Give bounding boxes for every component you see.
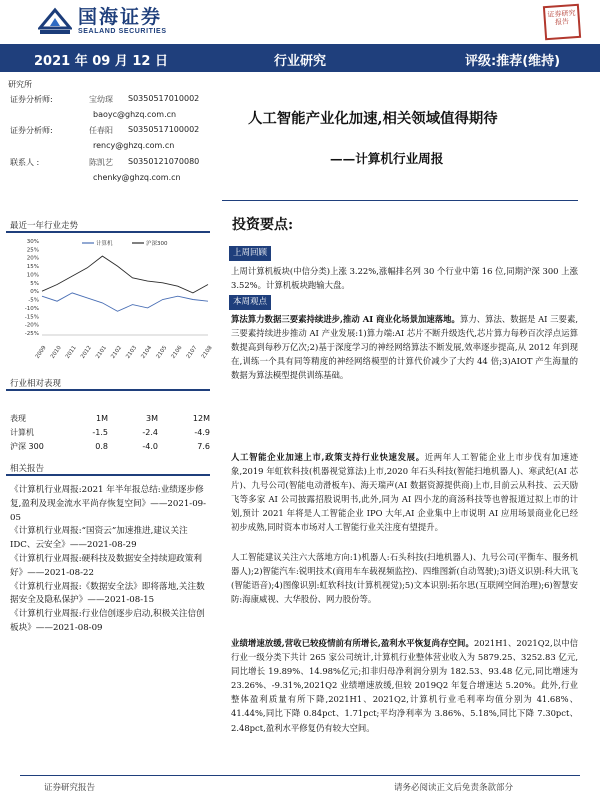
- table-cell: -1.5: [92, 427, 108, 437]
- y-tick-label: -15%: [24, 314, 39, 321]
- paragraph-2-text: 近两年人工智能企业上市步伐有加速迹象,2019 年虹软科技(机器视觉算法)上市,2020 年石头科技(智能扫地机器人)、寒武纪(AI 芯片)、九号公司(智能电动滑板车)、海天瑞声(AI 数据资源提供商)上市,目前云从科技、云天励飞等多家 AI 公司披露招股说明书,此外,同为 AI 四小龙的商汤科技等也曾报道过拟上市的计划,预计 2021 年将是人工智能企业 IPO 大年,AI 企业集中上市说明 AI 应用场景商业化已经初步成熟,同时资本市场对人工智能行业关注度有望提升。: [231, 452, 578, 533]
- table-cell: -4.0: [142, 441, 158, 451]
- analyst-cert: S0350517010002: [128, 94, 200, 103]
- x-tick-label: 2101: [95, 344, 109, 360]
- legend-label: 沪深300: [146, 241, 168, 247]
- paragraph-3: [231, 550, 578, 606]
- x-tick-label: 2009: [34, 344, 48, 360]
- performance-table: [10, 411, 210, 453]
- table-header-cell: 12M: [192, 413, 210, 423]
- table-header-row: [10, 411, 210, 425]
- label-last-week: 上周回顾: [229, 246, 271, 261]
- last-week-text: 上周计算机板块(中信分类)上涨 3.22%,涨幅排名列 30 个行业中第 16 位,同期沪深 300 上涨 3.52%。计算机板块跑输大盘。: [231, 266, 578, 291]
- analyst-cert: S0350517100002: [128, 125, 200, 134]
- series-line-hs300: [42, 256, 208, 293]
- x-tick-label: 2103: [125, 344, 139, 360]
- analyst-role: 证券分析师:: [10, 126, 53, 135]
- paragraph-4-lead: 业绩增速放缓,营收已较疫情前有所增长,盈利水平恢复尚存空间。: [231, 638, 474, 648]
- header-banner: [0, 44, 600, 72]
- table-cell: 沪深 300: [10, 441, 44, 451]
- related-report-link[interactable]: 《计算机行业周报:硬科技及数据安全持续迎政策利好》——2021-08-22: [10, 553, 202, 578]
- related-report-link[interactable]: 《计算机行业周报:行业信创逐步启动,积极关注信创板块》——2021-08-09: [10, 609, 205, 633]
- x-tick-label: 2108: [200, 344, 214, 360]
- related-report-link[interactable]: 《计算机行业周报:2021 年半年报总结:业绩逐步修复,盈利及现金流水平尚存恢复空间》——2021-09-05: [10, 485, 207, 523]
- table-cell: -2.4: [142, 427, 158, 437]
- trend-title: 最近一年行业走势: [10, 221, 79, 231]
- x-tick-label: 2011: [64, 344, 78, 360]
- y-tick-label: 0%: [30, 289, 39, 296]
- y-tick-label: 5%: [30, 280, 39, 287]
- invest-heading: 投资要点:: [232, 217, 294, 233]
- x-tick-label: 2106: [170, 344, 184, 360]
- performance-divider: [6, 389, 210, 391]
- series-line-computer: [42, 293, 208, 311]
- legend-label: 计算机: [96, 241, 113, 247]
- analyst-role: 联系人 :: [10, 158, 40, 167]
- y-tick-label: 30%: [26, 239, 39, 245]
- table-header-cell: 3M: [146, 413, 158, 423]
- paragraph-2: [231, 450, 578, 535]
- page-title: 人工智能产业化加速,相关领域值得期待: [248, 110, 498, 127]
- analyst-name: 任春阳: [89, 126, 113, 135]
- table-header-cell: 表现: [10, 413, 26, 423]
- y-tick-label: 25%: [26, 247, 39, 254]
- table-row: [10, 425, 210, 439]
- report-rating: 评级:推荐(维持): [465, 54, 561, 69]
- seal-stamp: 证券研究报告: [543, 4, 581, 40]
- y-tick-label: 15%: [26, 264, 39, 271]
- company-logo: [38, 4, 167, 38]
- table-cell: -4.9: [194, 427, 210, 437]
- y-tick-label: -20%: [24, 322, 39, 329]
- analyst-email[interactable]: rency@ghzq.com.cn: [93, 141, 175, 150]
- table-header-cell: 1M: [96, 413, 108, 423]
- trend-chart: [4, 233, 214, 363]
- paragraph-1-text: 算力、算法、数据是 AI 三要素,三要素持续进步推动 AI 产业发展:1)算力端:AI 芯片不断升级迭代,芯片算力每秒百次浮点运算数提高到每秒万亿次;2)基于深度学习的神经网络算法不断发展,效率逐步提高,从 2012 年到现在,训练一个具有同等精度的神经网络模型的计算代价减少了大约 44 倍;3)AIOT 产生海量的数据为算法模型提供训练基础。: [231, 314, 578, 381]
- related-report-link[interactable]: 《计算机行业周报:《数据安全法》即将落地,关注数据安全及隐私保护》——2021-08-15: [10, 581, 205, 606]
- x-tick-label: 2102: [110, 344, 124, 360]
- title-divider: [222, 200, 578, 201]
- institute-label: 研究所: [8, 80, 32, 89]
- logo-cn: 国海证券: [78, 5, 163, 28]
- label-this-week: 本周观点: [229, 295, 271, 310]
- table-cell: 计算机: [10, 427, 34, 437]
- y-tick-label: 20%: [26, 255, 39, 262]
- x-tick-label: 2010: [49, 344, 63, 360]
- x-tick-label: 2104: [140, 344, 154, 360]
- paragraph-2-lead: 人工智能企业加速上市,政策支持行业快速发展。: [231, 452, 425, 462]
- reports-title: 相关报告: [10, 464, 45, 474]
- y-tick-label: -5%: [28, 297, 39, 304]
- last-week-paragraph: [231, 264, 578, 292]
- related-report-link[interactable]: 《计算机行业周报:“国资云”加速推进,建议关注 IDC、云安全》——2021-08-29: [10, 526, 188, 551]
- x-tick-label: 2105: [155, 344, 169, 360]
- report-date: 2021 年 09 月 12 日: [34, 54, 168, 69]
- paragraph-4-text: 2021H1、2021Q2,以中信行业一级分类下共计 265 家公司统计,计算机行业整体营业收入为 5879.25、3252.83 亿元,同比增长 19.89%、14.98%亿元;扣非归母净利润分别为 182.53、93.48 亿元,同比增速为 23.26%、-9.31%,2021Q2 业绩增速放缓,但较 2019Q2 年复合增速达 5.20%。此外,行业整体盈利质量有所下降,2021H1、2021Q2,计算机行业毛利率均值分别为 41.68%、41.44%,同比下降 0.84pct、1.71pct;平均净利率为 3.86%、5.18%,同比下降 7.30pct、2.48pct,盈利水平修复仍有较大空间。: [231, 638, 578, 733]
- y-tick-label: -10%: [24, 305, 39, 312]
- table-cell: 0.8: [95, 441, 108, 451]
- logo-en: SEALAND SECURITIES: [78, 27, 167, 35]
- related-reports-list: [10, 484, 210, 636]
- analyst-email[interactable]: chenky@ghzq.com.cn: [93, 173, 181, 182]
- analyst-email[interactable]: baoyc@ghzq.com.cn: [93, 110, 177, 119]
- table-cell: 7.6: [197, 441, 210, 451]
- x-tick-label: 2107: [185, 344, 199, 360]
- footer-disclaimer: 请务必阅读正文后免责条款部分: [394, 783, 514, 793]
- footer-divider: [20, 775, 580, 776]
- y-tick-label: -25%: [24, 331, 39, 337]
- y-tick-label: 10%: [26, 272, 39, 279]
- paragraph-1: [231, 312, 578, 382]
- performance-title: 行业相对表现: [10, 379, 62, 389]
- table-row: [10, 439, 210, 453]
- x-tick-label: 2012: [79, 344, 93, 360]
- analyst-role: 证券分析师:: [10, 95, 53, 104]
- footer-left-text: 证券研究报告: [44, 783, 96, 793]
- paragraph-1-lead: 算法算力数据三要素持续进步,推动 AI 商业化场景加速落地。: [231, 314, 460, 324]
- paragraph-4: [231, 636, 578, 735]
- analyst-cert: S0350121070080: [128, 157, 200, 166]
- logo-mark-icon: [38, 6, 72, 36]
- reports-divider: [6, 474, 210, 476]
- analyst-name: 陈凯艺: [89, 158, 113, 167]
- analyst-name: 宝幼琛: [89, 95, 113, 104]
- page-subtitle: ——计算机行业周报: [330, 151, 444, 166]
- report-type: 行业研究: [274, 54, 327, 69]
- paragraph-3-text: 人工智能建议关注六大落地方向:1)机器人:石头科技(扫地机器人)、九号公司(平衡车、服务机器人);2)智能汽车:锐明技术(商用车车载视频监控)、四维图新(自动驾驶);3)语义识别:科大讯飞(智能语音);4)图像识别:虹软科技(计算机视觉);5)文本识别:拓尔思(互联网空间治理);6)智慧安防:海康威视、大华股份、网力股份等。: [231, 552, 578, 605]
